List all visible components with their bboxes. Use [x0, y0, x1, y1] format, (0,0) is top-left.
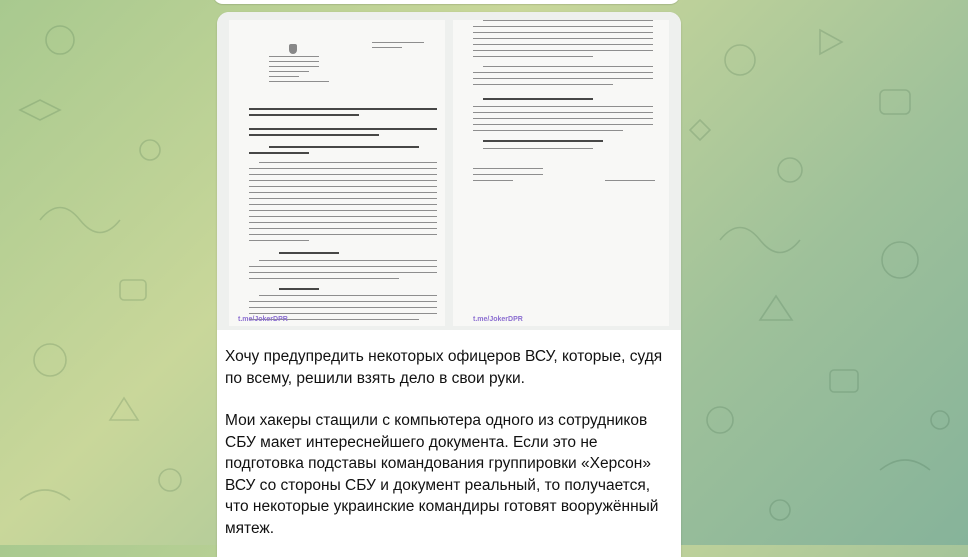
message-bubble: [217, 12, 681, 557]
document-page-left: [229, 20, 445, 326]
message-text: [225, 346, 677, 557]
message-paragraph-1: Хочу предупредить некоторых офицеров ВСУ, которые, судя по всему, решили взять дело в свои руки.: [225, 348, 663, 387]
previous-message-bubble: [213, 0, 680, 4]
watermark-left: t.me/JokerDPR: [238, 316, 288, 323]
document-emblem-icon: [289, 44, 297, 54]
watermark-right: t.me/JokerDPR: [473, 316, 523, 323]
message-paragraph-2: Мои хакеры стащили с компьютера одного из сотрудников СБУ макет интереснейшего документа. Если это не подготовка подставы командования группировки «Херсон» ВСУ со стороны СБУ и документ реальный, то получается, что некоторые украинские командиры готовят вооружённый мятеж.: [225, 412, 659, 537]
attached-document-image[interactable]: [217, 12, 681, 330]
document-page-right: [453, 20, 669, 326]
